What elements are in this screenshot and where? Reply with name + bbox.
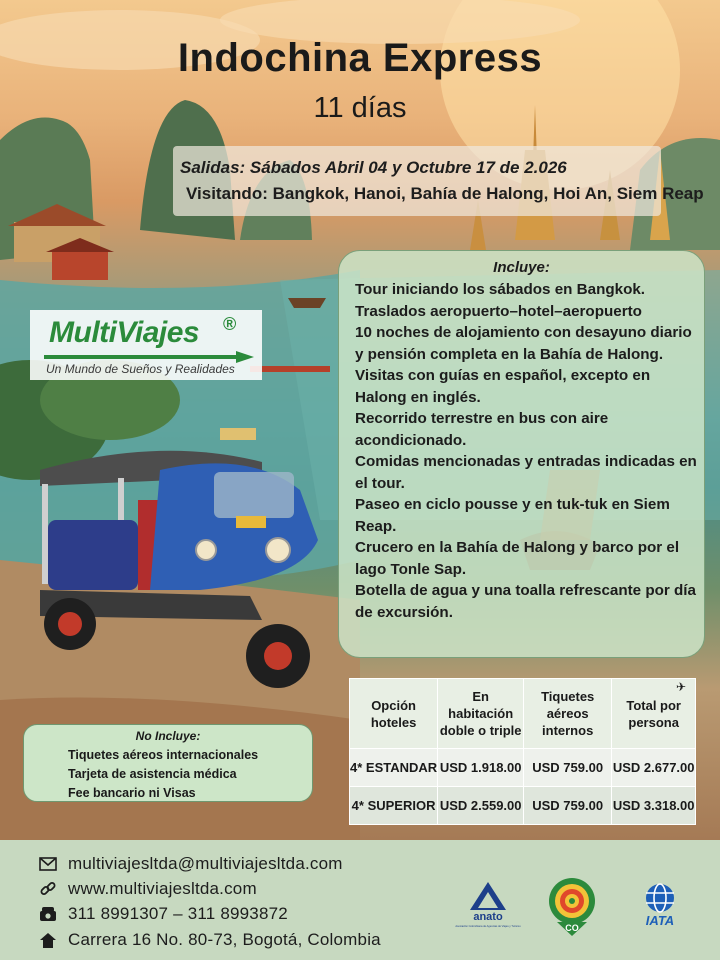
- cell-double-price: USD 1.918.00: [438, 749, 524, 787]
- includes-list: [355, 279, 697, 623]
- header-total: Total por persona: [612, 679, 696, 749]
- price-table-header-row: [350, 679, 696, 749]
- contact-phone-row: [38, 902, 288, 926]
- anato-badge: [455, 880, 521, 928]
- anato-logo-icon: [455, 880, 521, 928]
- logo-registered-mark: ®: [223, 314, 237, 334]
- price-table: [349, 678, 696, 825]
- includes-item: Crucero en la Bahía de Halong y barco por el lago Tonle Sap.: [355, 539, 680, 578]
- cell-flights-price: USD 759.00: [524, 749, 612, 787]
- contact-footer: [0, 840, 720, 960]
- header-double-room: En habitación doble o triple: [438, 679, 524, 749]
- includes-item: 10 noches de alojamiento con desayuno diario y pensión completa en la Bahía de Halong.: [355, 324, 692, 363]
- anato-label: anato: [473, 911, 503, 923]
- includes-item: Visitas con guías en español, excepto en Halong en inglés.: [355, 367, 651, 406]
- iata-badge: [631, 882, 689, 928]
- website-link[interactable]: www.multiviajesltda.com: [68, 879, 257, 898]
- not-included-list: [68, 746, 258, 803]
- includes-item: Comidas mencionadas y entradas indicadas en el tour.: [355, 453, 697, 492]
- not-included-title: No Incluye:: [135, 729, 201, 743]
- cell-double-price: USD 2.559.00: [438, 787, 524, 825]
- visiting-cities: Visitando: Bangkok, Hanoi, Bahía de Halong, Hoi An, Siem Reap: [186, 184, 704, 203]
- includes-panel: [338, 250, 705, 658]
- contact-address-row: [38, 928, 381, 952]
- iata-label: IATA: [645, 913, 675, 928]
- logo-brand: MultiViajes: [49, 316, 200, 349]
- header-hotel-option: Opción hoteles: [350, 679, 438, 749]
- departure-dates: Salidas: Sábados Abril 04 y Octubre 17 de 2.026: [180, 158, 567, 177]
- colombia-seal-icon: [547, 876, 597, 940]
- phone-numbers: 311 8991307 – 311 8993872: [68, 904, 288, 923]
- includes-item: Recorrido terrestre en bus con aire acondicionado.: [355, 410, 609, 449]
- cell-flights-price: USD 759.00: [524, 787, 612, 825]
- airplane-icon: ✈: [676, 680, 687, 694]
- link-icon: [38, 879, 58, 899]
- not-included-item: Fee bancario ni Visas: [68, 786, 196, 800]
- email-link[interactable]: multiviajesltda@multiviajesltda.com: [68, 854, 343, 873]
- office-address: Carrera 16 No. 80-73, Bogotá, Colombia: [68, 930, 381, 949]
- logo-tagline: Un Mundo de Sueños y Realidades: [46, 362, 235, 376]
- table-row: [350, 787, 696, 825]
- cell-hotel-option: 4* ESTANDAR: [350, 749, 438, 787]
- includes-title: Incluye:: [493, 259, 550, 276]
- contact-email-row: [38, 852, 343, 876]
- page-title: Indochina Express: [177, 36, 543, 80]
- email-icon: [38, 854, 58, 874]
- iata-logo-icon: [631, 882, 689, 928]
- includes-item: Tour iniciando los sábados en Bangkok.: [355, 281, 646, 298]
- includes-item: Traslados aeropuerto–hotel–aeropuerto: [355, 302, 642, 320]
- anato-subtitle: Asociación Colombiana de Agencias de Viajes y Turismo: [455, 925, 521, 928]
- header-internal-flights: Tiquetes aéreos internos: [524, 679, 612, 749]
- not-included-item: Tarjeta de asistencia médica: [68, 767, 237, 781]
- multiviajes-logo: [30, 310, 262, 380]
- includes-item: Paseo en ciclo pousse y en tuk-tuk en Siem Reap.: [355, 496, 670, 535]
- trip-duration: 11 días: [313, 92, 407, 124]
- cell-total-price: USD 3.318.00: [612, 787, 696, 825]
- colombia-badge: [547, 876, 597, 940]
- table-row: [350, 749, 696, 787]
- contact-website-row: [38, 877, 257, 901]
- includes-item: Botella de agua y una toalla refrescante por día de excursión.: [355, 582, 696, 621]
- departures-banner: [173, 146, 661, 216]
- phone-icon: [38, 904, 58, 924]
- not-included-item: Tiquetes aéreos internacionales: [68, 748, 259, 762]
- not-included-panel: [23, 724, 313, 802]
- co-label: CO: [565, 923, 579, 933]
- home-icon: [38, 930, 58, 950]
- cell-total-price: USD 2.677.00: [612, 749, 696, 787]
- cell-hotel-option: 4* SUPERIOR: [350, 787, 438, 825]
